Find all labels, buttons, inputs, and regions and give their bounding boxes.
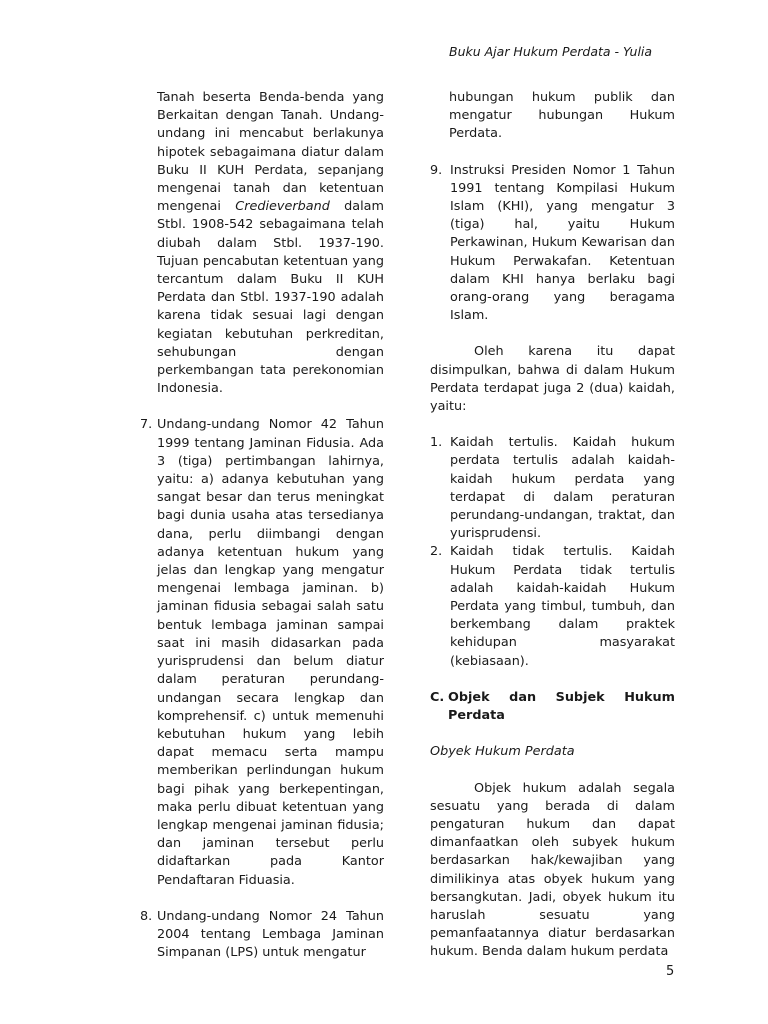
list-text: Undang-undang Nomor 24 Tahun 2004 tentang Lembaga Jaminan Simpanan (LPS) untuk mengatur <box>157 908 384 961</box>
continued-paragraph: Tanah beserta Benda-benda yang Berkaitan dengan Tanah. Undang-undang ini mencabut berlakunya hipotek sebagaimana diatur dalam Buku II KUH Perdata, sepanjang mengenai tanah dan ketentuan mengenai Credieverband dalam Stbl. 1908-542 sebagaimana telah diubah dalam Stbl. 1937-190. Tujuan pencabutan ketentuan yang tercantum dalam Buku II KUH Perdata dan Stbl. 1937-190 adalah karena tidak sesuai lagi dengan kegiatan kebutuhan perkreditan, sehubungan dengan perkembangan tata perekonomian Indonesia. <box>157 90 384 397</box>
italic-term: Credieverband <box>235 199 330 215</box>
right-column <box>430 89 675 962</box>
list-text: Instruksi Presiden Nomor 1 Tahun 1991 tentang Kompilasi Hukum Islam (KHI), yang mengatur 3 (tiga) hal, yaitu Hukum Perkawinan, Hukum Kewarisan dan Hukum Perwakafan. Ketentuan dalam KHI hanya berlaku bagi orang-orang yang beragama Islam. <box>450 162 675 324</box>
page-number: 5 <box>666 964 675 979</box>
body-paragraph: Objek hukum adalah segala sesuatu yang berada di dalam pengaturan hukum dan dapat dimanfaatkan oleh subyek hukum berdasarkan hak/kewajiban yang dimilikinya atas obyek hukum yang bersangkutan. Jadi, obyek hukum itu haruslah sesuatu yang pemanfaatannya diatur berdasarkan hukum. Benda dalam hukum perdata <box>430 780 675 960</box>
list-text: Kaidah tertulis. Kaidah hukum perdata tertulis adalah kaidah-kaidah hukum perdata yang terdapat di dalam peraturan perundang-undangan, traktat, dan yurisprudensi. <box>450 435 675 542</box>
kaidah-item-2 <box>430 543 675 670</box>
list-number: 7. <box>140 417 153 433</box>
conclusion-paragraph: Oleh karena itu dapat disimpulkan, bahwa di dalam Hukum Perdata terdapat juga 2 (dua) kaidah, yaitu: <box>430 344 675 415</box>
left-column <box>140 89 384 962</box>
kaidah-item-1 <box>430 434 675 543</box>
list-number: 8. <box>140 908 153 924</box>
list-item-8 <box>140 908 384 963</box>
section-heading <box>430 689 675 725</box>
section-title: Objek dan Subjek Hukum Perdata <box>448 689 675 724</box>
list-item-7 <box>140 416 384 889</box>
list-number: 2. <box>430 544 443 560</box>
section-number: C. <box>430 689 445 705</box>
list-text: Kaidah tidak tertulis. Kaidah Hukum Perdata tidak tertulis adalah kaidah-kaidah Hukum Perdata yang timbul, tumbuh, dan berkembang dalam praktek kehidupan masyarakat (kebiasaan). <box>450 544 675 669</box>
running-header: Buku Ajar Hukum Perdata - Yulia <box>449 44 653 59</box>
list-number: 9. <box>430 162 443 178</box>
subheading: Obyek Hukum Perdata <box>430 744 575 760</box>
list-text: Undang-undang Nomor 42 Tahun 1999 tentang Jaminan Fidusia. Ada 3 (tiga) pertimbangan lahirnya, yaitu: a) adanya kebutuhan yang sangat besar dan terus meningkat bagi dunia usaha atas tersedianya dana, perlu diimbangi dengan adanya ketentuan hukum yang jelas dan lengkap yang mengatur mengenai lembaga jaminan. b) jaminan fidusia sebagai salah satu bentuk lembaga jaminan sampai saat ini masih didasarkan pada yurisprudensi dan belum diatur dalam peraturan perundang-undangan secara lengkap dan komprehensif. c) untuk memenuhi kebutuhan hukum yang lebih dapat memacu serta mampu memberikan perlindungan hukum bagi pihak yang berkepentingan, maka perlu dibuat ketentuan yang lengkap mengenai jaminan fidusia; dan jaminan tersebut perlu didaftarkan pada Kantor Pendaftaran Fiduasia. <box>157 417 384 888</box>
list-number: 1. <box>430 435 443 451</box>
continued-paragraph: hubungan hukum publik dan mengatur hubungan Hukum Perdata. <box>449 90 675 142</box>
list-item-9 <box>430 162 675 326</box>
